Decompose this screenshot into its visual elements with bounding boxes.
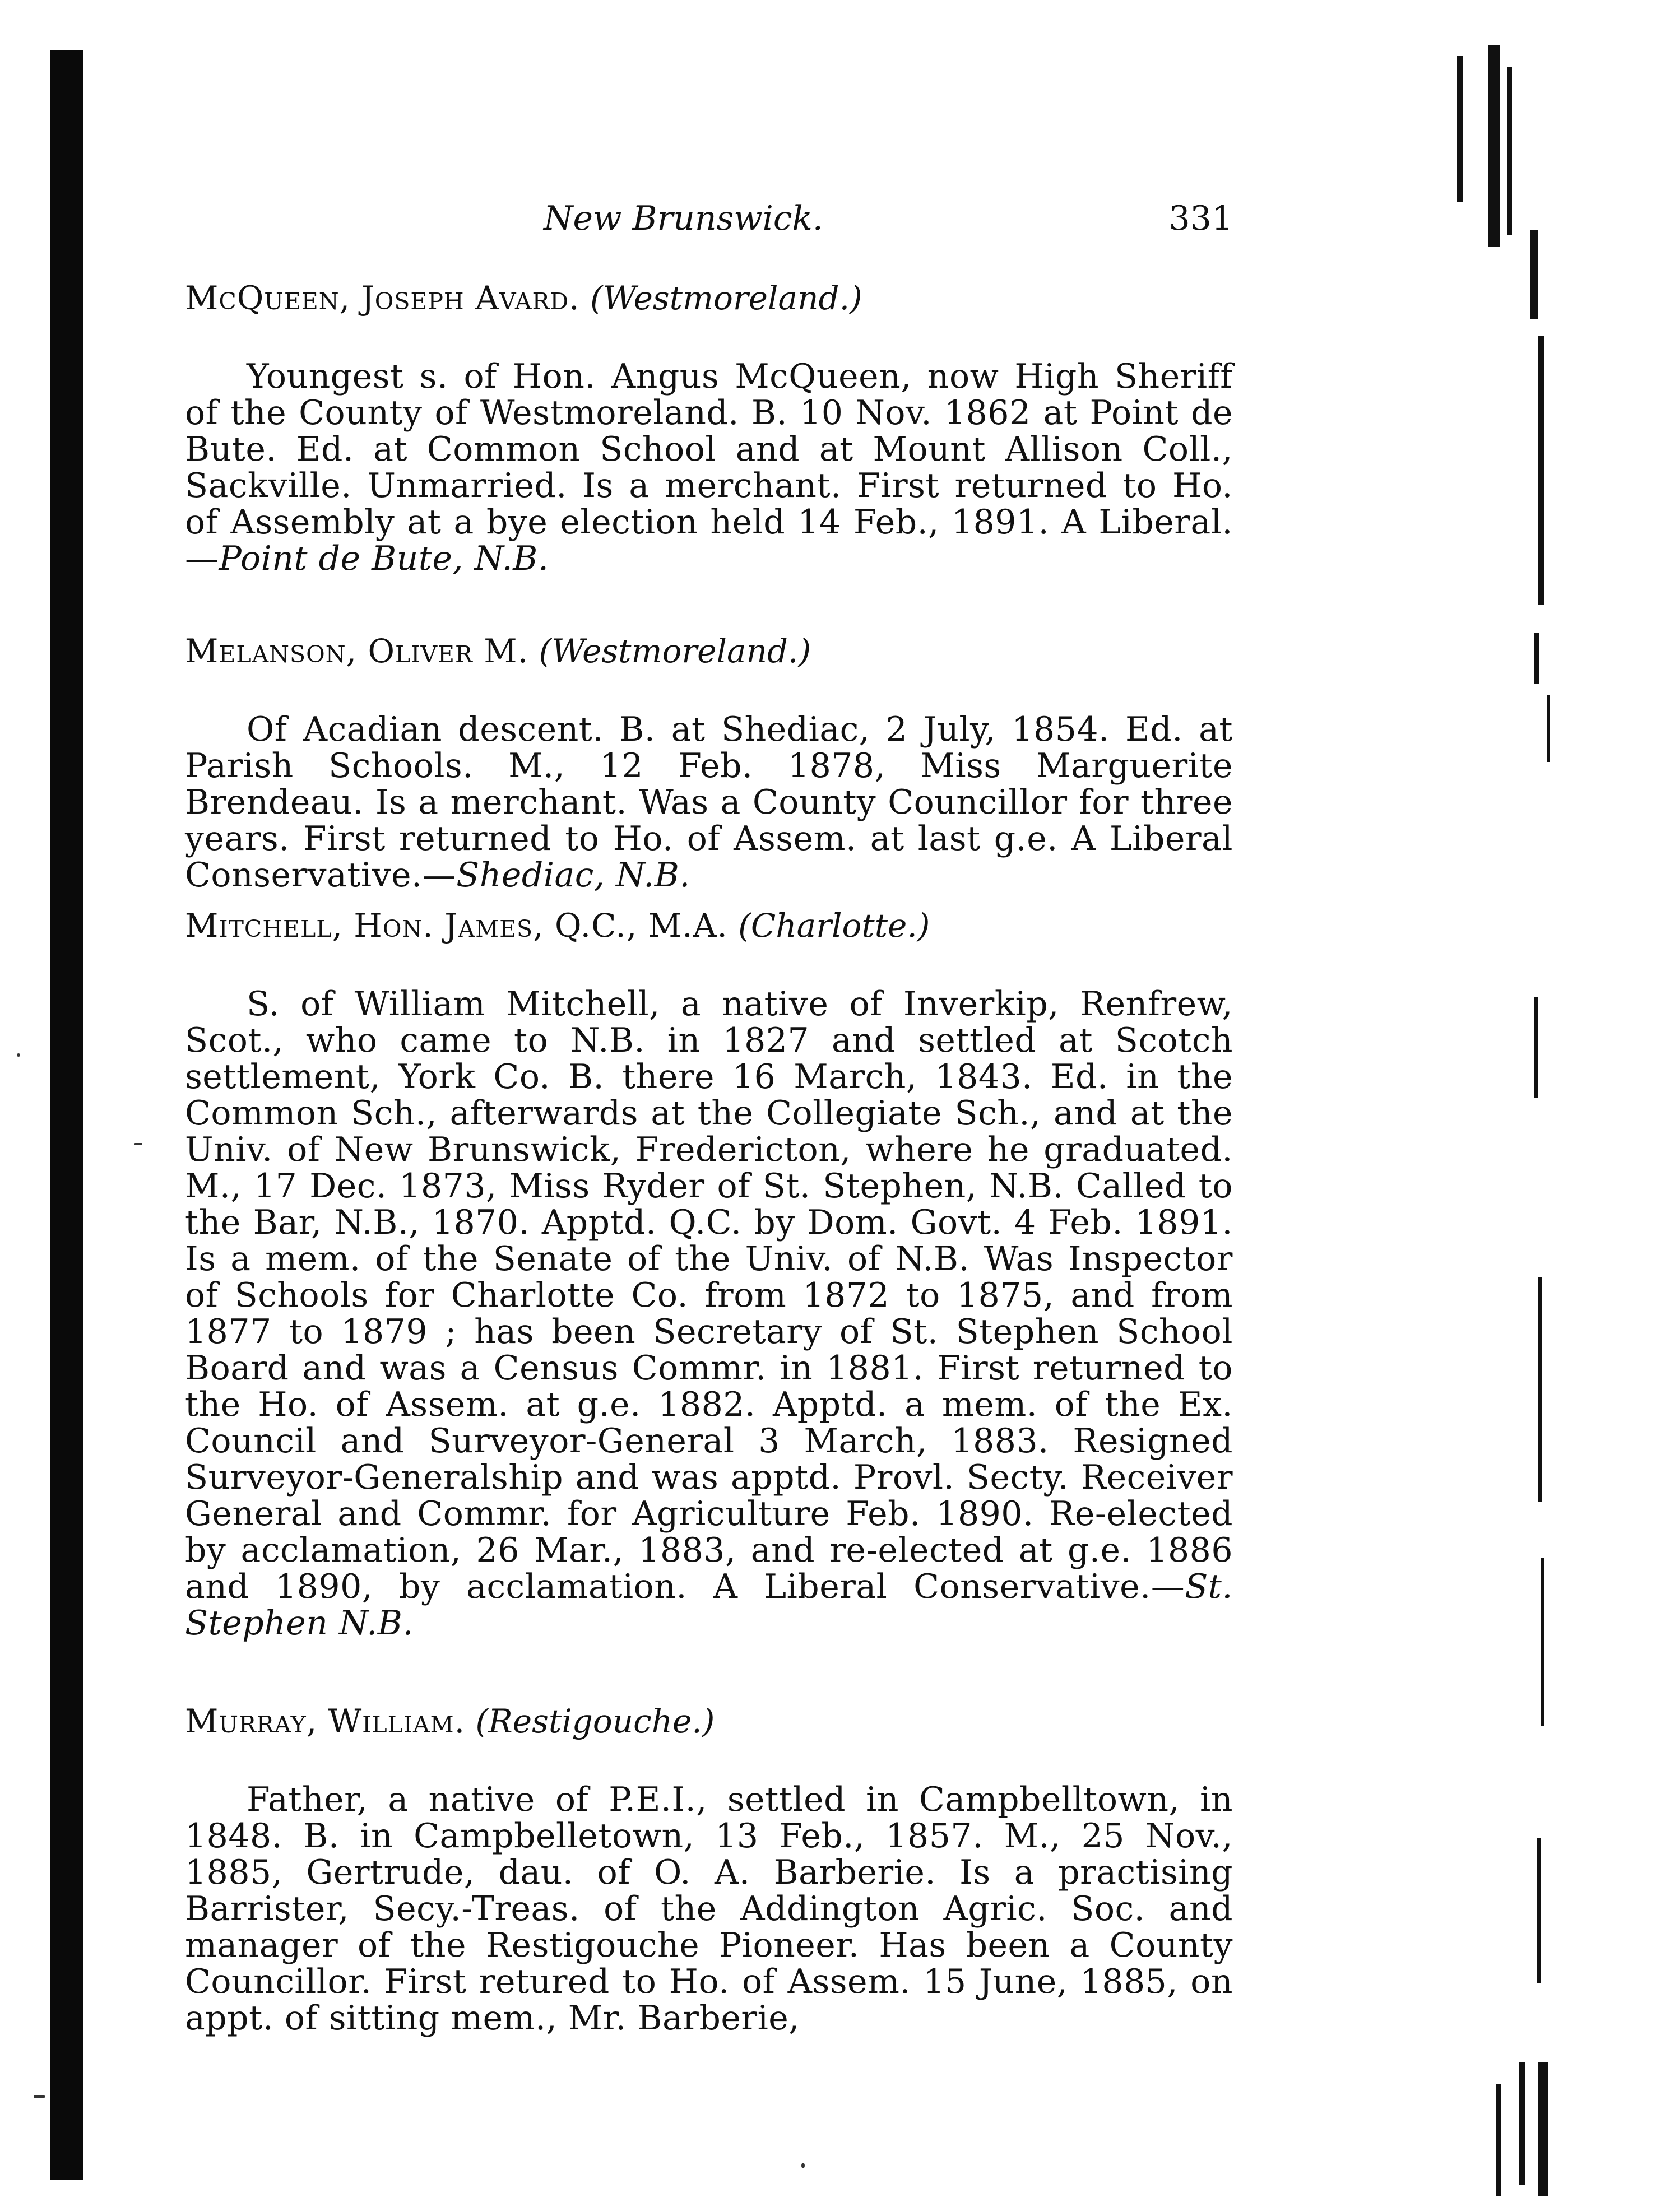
member-name: Melanson, Oliver M.: [185, 632, 529, 670]
entry-heading: [185, 280, 1233, 317]
entry-body: [185, 712, 1233, 894]
member-address: Shediac, N.B.: [456, 856, 690, 895]
entry-heading: [185, 1703, 1233, 1740]
riding: (Charlotte.): [738, 907, 930, 945]
member-address: Point de Bute, N.B.: [219, 539, 549, 578]
riding: (Westmoreland.): [590, 279, 862, 317]
biography-text: S. of William Mitchell, a native of Inverkip, Renfrew, Scot., who came to N.B. in 1827 and settled at Scotch settlement, York Co. B. there 16 March, 1843. Ed. in the Common Sch., afterwards at the Collegiate Sch., and at the Univ. of New Brunswick, Fredericton, where he graduated. M., 17 Dec. 1873, Miss Ryder of St. Stephen, N.B. Called to the Bar, N.B., 1870. Apptd. Q.C. by Dom. Govt. 4 Feb. 1891. Is a mem. of the Senate of the Univ. of N.B. Was Inspector of Schools for Charlotte Co. from 1872 to 1875, and from 1877 to 1879 ; has been Secretary of St. Stephen School Board and was a Census Commr. in 1881. First returned to the Ho. of Assem. at g.e. 1882. Apptd. a mem. of the Ex. Council and Surveyor-General 3 March, 1883. Resigned Surveyor-Generalship and was apptd. Provl. Secty. Receiver General and Commr. for Agriculture Feb. 1890. Re-elected by acclamation, 26 Mar., 1883, and re-elected at g.e. 1886 and 1890, by acclamation. A Liberal Conservative.—: [185, 984, 1233, 1606]
entry-body: [185, 1782, 1233, 2037]
scan-speck: [17, 1053, 20, 1057]
riding: (Westmoreland.): [539, 632, 811, 670]
scan-speck: [801, 2163, 805, 2168]
entry-murray: [185, 1703, 1233, 2037]
member-address: St. Stephen N.B.: [185, 1567, 1233, 1643]
entry-body: [185, 986, 1233, 1642]
biography-text: Father, a native of P.E.I., settled in Campbelltown, in 1848. B. in Campbelletown, 13 Feb., 1857. M., 25 Nov., 1885, Gertrude, dau. of O. A. Barberie. Is a practising Barrister, Secy.-Treas. of the Addington Agric. Soc. and manager of the Restigouche Pioneer. Has been a County Councillor. First retured to Ho. of Assem. 15 June, 1885, on appt. of sitting mem., Mr. Barberie,: [185, 1780, 1233, 2038]
scan-left-margin-bar: [50, 50, 83, 2180]
riding: (Restigouche.): [475, 1702, 715, 1740]
member-name: McQueen, Joseph Avard.: [185, 279, 580, 317]
entry-mitchell: [185, 908, 1233, 1642]
entry-heading: [185, 908, 1233, 944]
page-number: 331: [1168, 199, 1233, 238]
member-name: Murray, William.: [185, 1702, 466, 1740]
page-header: [185, 199, 1233, 249]
running-head: New Brunswick.: [544, 199, 823, 238]
entry-mcqueen: [185, 280, 1233, 577]
biography-text: Of Acadian descent. B. at Shediac, 2 July, 1854. Ed. at Parish Schools. M., 12 Feb. 1878, Miss Marguerite Brendeau. Is a merchant. Was a County Councillor for three years. First returned to Ho. of Assem. at last g.e. A Liberal Conservative.—: [185, 710, 1233, 895]
scan-speck: [134, 1143, 142, 1145]
member-name: Mitchell, Hon. James, Q.C., M.A.: [185, 907, 728, 945]
entry-heading: [185, 633, 1233, 670]
biography-text: Youngest s. of Hon. Angus McQueen, now High Sheriff of the County of Westmoreland. B. 10 Nov. 1862 at Point de Bute. Ed. at Common School and at Mount Allison Coll., Sackville. Unmarried. Is a merchant. First returned to Ho. of Assembly at a bye election held 14 Feb., 1891. A Liberal.—: [185, 357, 1233, 578]
scan-speck: [34, 2095, 45, 2098]
entry-melanson: [185, 633, 1233, 894]
entry-body: [185, 359, 1233, 577]
scan-right-edge-noise: [1435, 45, 1552, 2196]
